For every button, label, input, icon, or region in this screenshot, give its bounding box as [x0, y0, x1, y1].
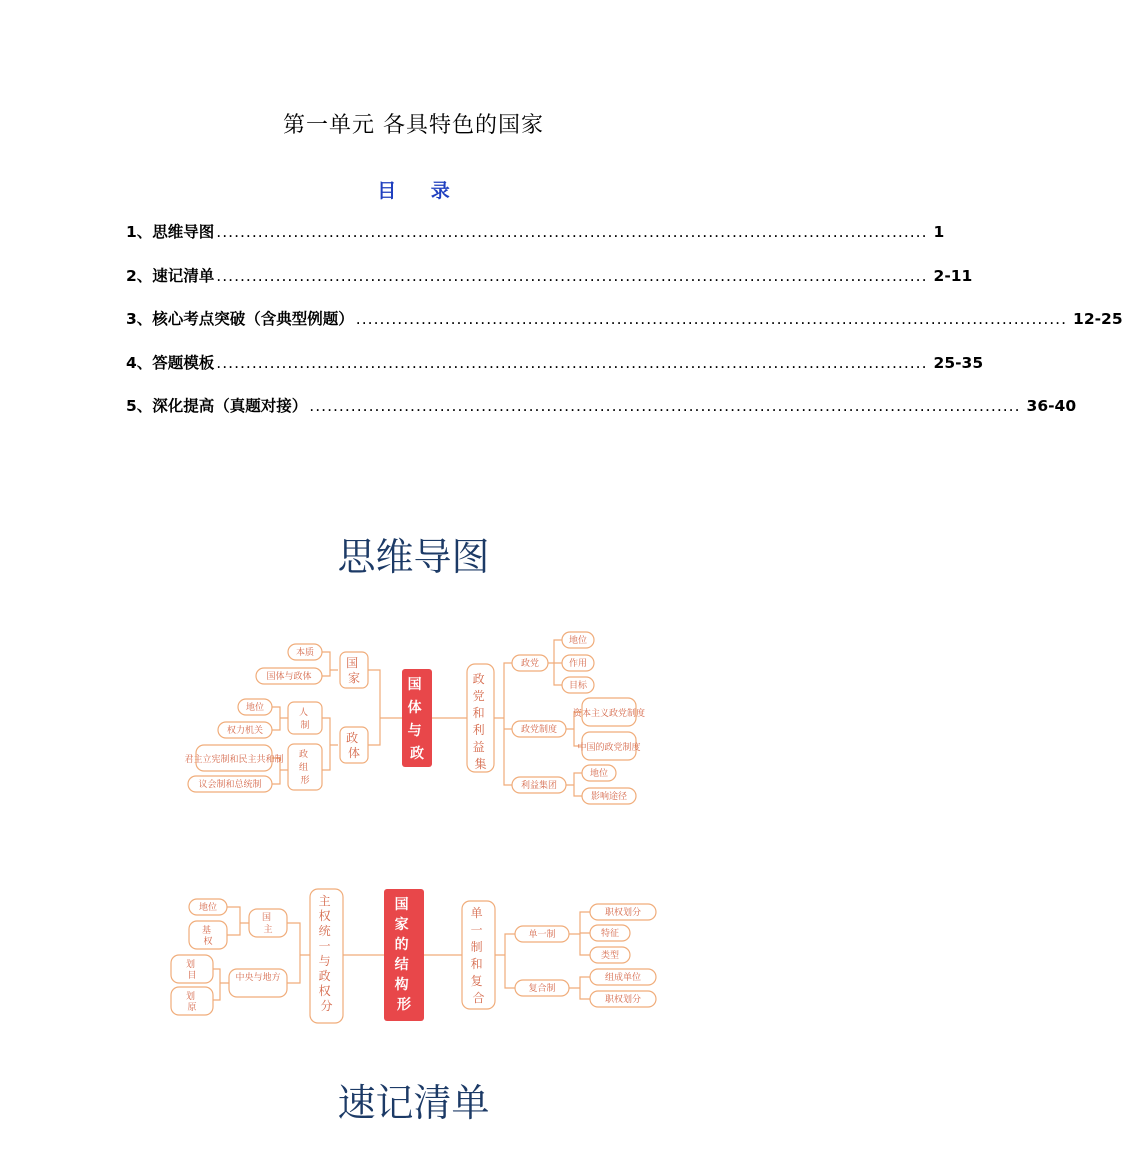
leaf-zq-quanli-label: 基 权 [202, 926, 213, 947]
node-zhuquan-zhengquan-label: 主 权 统 一 与 政 权 分 [318, 894, 333, 1013]
toc-entry[interactable] [126, 394, 1077, 438]
node-danyizhi-label: 单一制 [528, 930, 556, 940]
leaf-ziben-zhidu-label: 资本主义政党制度 [572, 709, 646, 719]
toc-entry-label: 5、深化提高（真题对接） [126, 397, 308, 415]
node-guojia-zhuquan-label: 国 主 [262, 913, 273, 935]
leaf-ly-tujing-label: 影响途径 [590, 792, 628, 802]
toc-entry-label: 3、核心考点突破（含典型例题） [126, 310, 354, 328]
node-renda-label: 人 制 [299, 708, 310, 731]
node-danyi-fuhe-label: 单 一 制 和 复 合 [470, 906, 485, 1005]
toc-entry[interactable] [126, 351, 984, 395]
section-title-summary: 速记清单 [337, 1081, 490, 1125]
document-title: 第一单元 各具特色的国家 [283, 113, 544, 138]
toc-entry-label: 4、答题模板 [126, 353, 215, 372]
table-of-contents [126, 220, 1123, 438]
leaf-junzhu-minzhu-label: 君主立宪制和民主共和制 [184, 755, 284, 765]
leaf-zd-zuoyong-label: 作用 [568, 659, 588, 669]
leaf-zhongguo-zhidu-label: 中国的政党制度 [577, 743, 641, 753]
toc-leader-dots: ........................................................................................................................ [309, 397, 1021, 415]
toc-entry-page: 36-40 [1026, 397, 1077, 415]
leaf-dy-zhiquan-label: 职权划分 [604, 908, 642, 918]
toc-heading: 目 录 [377, 180, 464, 202]
node-fuhezhi-label: 复合制 [528, 984, 556, 994]
mindmap1-center-label: 国 体 与 政 [407, 677, 424, 762]
node-xingshi-label: 政 组 形 [299, 750, 310, 786]
toc-entry-label: 2、速记清单 [126, 266, 215, 285]
leaf-fh-zhiquan-label: 职权划分 [604, 995, 642, 1005]
toc-entry[interactable] [126, 307, 1123, 351]
mindmap-state-and-government [0, 628, 827, 813]
leaf-zd-diwei-label: 地位 [568, 636, 588, 646]
toc-entry-page: 25-35 [933, 353, 984, 372]
leaf-yihui-zongtong-label: 议会制和总统制 [198, 780, 262, 790]
node-zhengdang-label: 政党 [520, 659, 540, 669]
node-liyi-jituan-label: 利益集团 [520, 781, 558, 791]
node-zhongyang-difang-label: 中央与地方 [235, 973, 281, 983]
toc-entry-label: 1、思维导图 [126, 223, 215, 241]
node-zhengdang-zhidu-label: 政党制度 [520, 725, 558, 735]
leaf-dy-tezheng-label: 特征 [600, 929, 620, 939]
node-zhengdang-liyi-label: 政 党 和 利 益 集 [472, 672, 487, 771]
toc-leader-dots: ........................................................................................................................ [216, 353, 928, 372]
leaf-zd-mubiao-label: 目标 [568, 681, 588, 691]
leaf-guoti-zhengti-label: 国体与政体 [266, 672, 312, 682]
mindmap-state-structure [0, 883, 827, 1028]
node-zhengti-label: 政 体 [346, 731, 361, 760]
leaf-benzhi-label: 本质 [295, 648, 315, 658]
leaf-huafen-yuanze-label: 划 原 [186, 992, 197, 1013]
toc-entry-page: 1 [933, 223, 945, 241]
leaf-zq-diwei-label: 地位 [198, 903, 218, 913]
toc-leader-dots: ........................................................................................................................ [355, 310, 1068, 328]
toc-entry-page: 12-25 [1073, 310, 1123, 328]
leaf-ly-diwei-label: 地位 [589, 769, 609, 779]
toc-leader-dots: ........................................................................................................................ [216, 266, 928, 285]
mindmap2-center-label: 国 家 的 结 构 形 [394, 897, 411, 1013]
leaf-fh-zucheng-label: 组成单位 [604, 973, 642, 983]
leaf-diwei-label: 地位 [245, 703, 265, 713]
leaf-quanli-jiguan-label: 权力机关 [226, 726, 264, 736]
toc-entry-page: 2-11 [933, 266, 973, 285]
toc-entry[interactable] [126, 264, 973, 308]
toc-leader-dots: ........................................................................................................................ [216, 223, 928, 241]
leaf-huafen-mudi-label: 划 目 [186, 960, 197, 981]
leaf-dy-leixing-label: 类型 [600, 951, 620, 961]
node-guojia-label: 国 家 [346, 656, 361, 685]
toc-entry[interactable] [126, 220, 945, 264]
section-title-mindmap: 思维导图 [337, 535, 490, 579]
